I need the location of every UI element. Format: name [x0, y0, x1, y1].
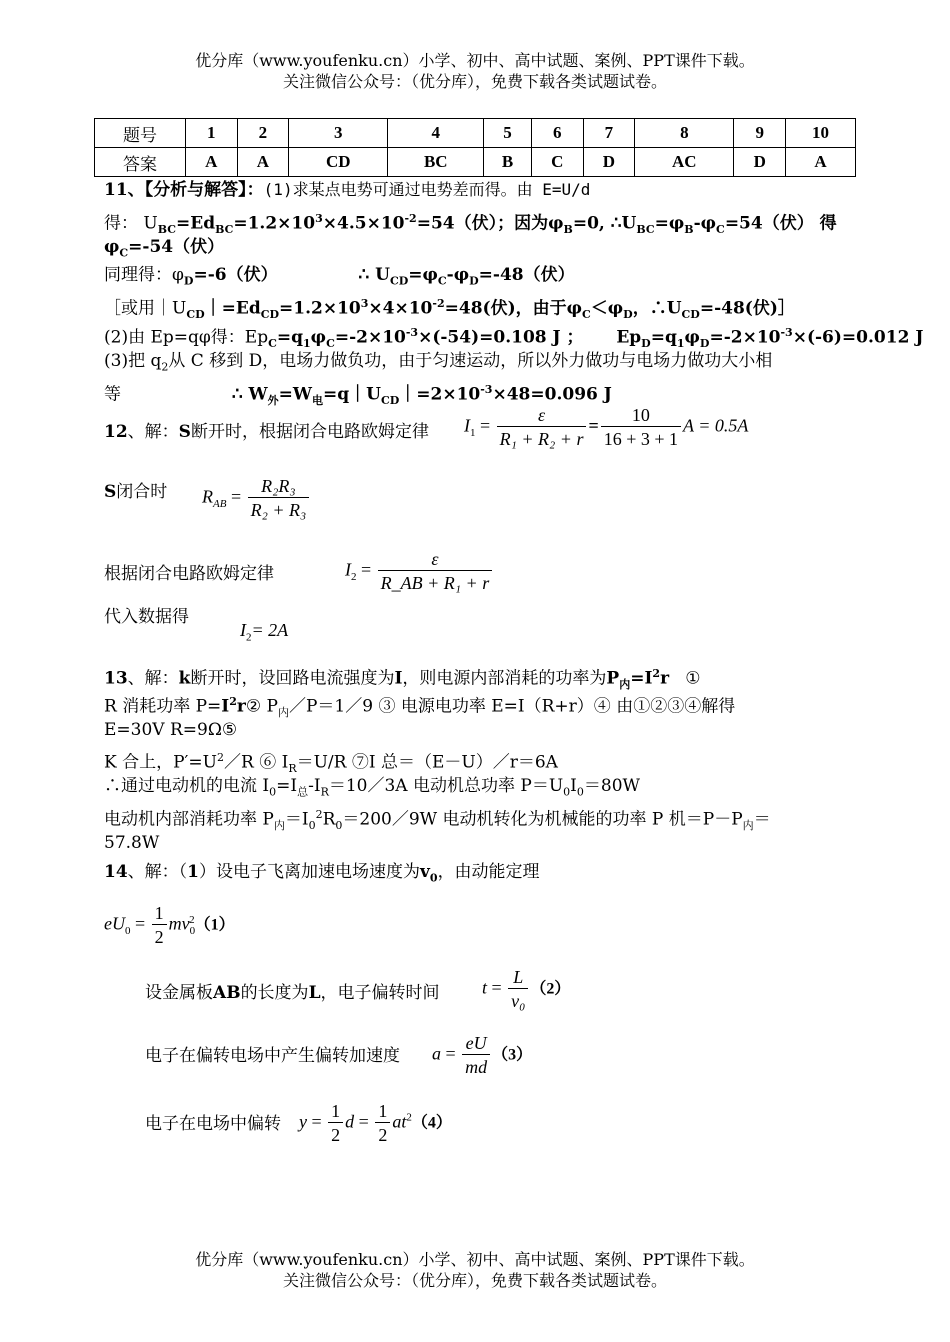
question-number-cell: 4 [388, 119, 484, 148]
header-line-1: 优分库（www.youfenku.cn）小学、初中、高中试题、案例、PPT课件下载。 [195, 51, 755, 70]
q11-line-7: (3)把 $q_2$从 C 移到 D，电场力做负功，由于匀速运动，所以外力做功与电场力做功大小相 [104, 351, 773, 374]
q12-line-3: 根据闭合电路欧姆定律 [104, 564, 274, 584]
answer-cell: D [734, 148, 786, 177]
q11-line-8: 等 ∴ $W_外=W_电=q|U_{CD}|=2\times 10^{-3}\times 48=0.096$ J [104, 383, 612, 408]
q14-line-1: 14、解：（1）设电子飞离加速电场速度为$v_0$，由动能定理 [104, 862, 540, 885]
answer-cell: CD [289, 148, 388, 177]
question-number-cell: 9 [734, 119, 786, 148]
q14-line-3: 电子在偏转电场中产生偏转加速度 [145, 1046, 400, 1066]
answer-cell: A [237, 148, 289, 177]
row-label-question-number: 题号 [95, 119, 186, 148]
question-number-cell: 6 [532, 119, 584, 148]
answer-cell: B [484, 148, 532, 177]
row-label-answer: 答案 [95, 148, 186, 177]
question-number-cell: 2 [237, 119, 289, 148]
answer-table [94, 118, 856, 177]
table-row-numbers [95, 119, 856, 148]
q14-equation-2: t = $\frac{L}{\text{v₀}}$ （2） [482, 967, 571, 1011]
q14-line-2: 设金属板AB的长度为L，电子偏转时间 [145, 983, 440, 1003]
footer-line-2: 关注微信公众号：（优分库），免费下载各类试题试卷。 [282, 1271, 667, 1290]
q14-equation-3: a = $\frac{eU}{md}$ （3） [432, 1033, 533, 1077]
q11-line-4: 同理得：$\varphi_D=-6$（伏） ∴ $U_{CD}=\varphi_C-\varphi_D=-48$（伏） [104, 265, 575, 288]
q13-line-5: ∴通过电动机的电流 $I_0=I_总-I_R=10/3A$ 电动机总功率 $P=U_0I_0=80W$ [104, 776, 640, 799]
answer-cell: A [786, 148, 856, 177]
footer-line-1: 优分库（www.youfenku.cn）小学、初中、高中试题、案例、PPT课件下载。 [195, 1250, 755, 1269]
q13-line-3: E=30V R=9Ω⑤ [104, 720, 238, 740]
table-row-answers [95, 148, 856, 177]
q11-line-2: 得： $U_{BC}=Ed_{BC}=1.2\times 10^3\times 4.5\times 10^{-2}=54$（伏）；因为$\varphi_B=0$, $\therefore U_{BC}=\varphi_B-\varphi_C=54$（伏） 得 [104, 212, 837, 237]
q12-equation-1: $I_1$ = $\frac{\varepsilon}{\text{R₁ + R₂ + r}}$ = $\frac{10}{16 + 3 + 1}$ A = 0.5A [464, 405, 749, 449]
q14-line-4: 电子在电场中偏转 [145, 1114, 281, 1134]
q11-line-1: 11、【分析与解答】：(1)求某点电势可通过电势差而得。由 E=U/d [104, 180, 591, 200]
q11-line-3: $\varphi_C=-54$（伏） [104, 237, 225, 260]
question-number-cell: 7 [583, 119, 635, 148]
q14-equation-4: y = $\frac{1}{2}$ d = $\frac{1}{2}$ $at^2(4)$ [299, 1101, 452, 1145]
q14-equation-1: $eU_0$ = $\frac{1}{2}$ $mv_0^2(1)$ [104, 903, 235, 947]
q13-line-4: K 合上，$P'=U^2/R$ ⑥ $I_R=U/R$ ⑦I 总＝（E－U）／r＝6A [104, 751, 558, 776]
q11-line-6: (2)由 Ep=qφ得：$Ep_C=q_1\varphi_C=-2\times 10^{-3}\times(-54)=0.108$ J ； $Ep_D=q_1\varphi_D=-2\times 10^{-3}\times(-6)=0.012$ J [104, 326, 924, 351]
header-line-2: 关注微信公众号：（优分库），免费下载各类试题试卷。 [282, 72, 667, 91]
q12-equation-2: $R_{AB}$ = $\frac{\text{R₂R₃}}{\text{R₂ + R₃}}$ [202, 475, 311, 522]
answer-cell: D [583, 148, 635, 177]
question-number-cell: 1 [186, 119, 238, 148]
q13-line-7: 57.8W [104, 833, 160, 853]
q12-equation-4: $I_2= 2A$ [240, 620, 289, 644]
q13-line-1: 13、解：k断开时，设回路电流强度为I，则电源内部消耗的功率为$P_内=I^2r$ ① [104, 667, 701, 692]
question-number-cell: 5 [484, 119, 532, 148]
q11-line-5: ［或用$|U_{CD}|=Ed_{CD}=1.2\times 10^3\times 4\times 10^{-2}=48$(伏)，由于$\varphi_C<\varphi_D$，$\therefore U_{CD}=-48$(伏)］ [104, 297, 795, 322]
q13-line-6: 电动机内部消耗功率 $P_内=I_0^2R_0=200/9W$ 电动机转化为机械能的功率 P 机$=P-P_内=$ [104, 808, 771, 833]
q12-line-2: S闭合时 [104, 482, 168, 502]
answer-cell: C [532, 148, 584, 177]
question-number-cell: 8 [635, 119, 734, 148]
q12-line-4: 代入数据得 [104, 607, 189, 627]
q12-equation-3: $I_2$ = $\frac{\varepsilon}{\text{R\_AB + R₁ + r}}$ [345, 548, 494, 595]
page-footer [0, 1249, 950, 1291]
q13-line-2: R 消耗功率 $P=I^2r②$ $P_内/P=1/9$ ③ 电源电功率 E=I（R+r）④ 由①②③④解得 [104, 695, 736, 720]
answer-cell: BC [388, 148, 484, 177]
question-number-cell: 3 [289, 119, 388, 148]
page-header [0, 50, 950, 92]
answer-cell: AC [635, 148, 734, 177]
answer-cell: A [186, 148, 238, 177]
q12-line-1: 12、解：S断开时，根据闭合电路欧姆定律 [104, 422, 429, 442]
question-number-cell: 10 [786, 119, 856, 148]
